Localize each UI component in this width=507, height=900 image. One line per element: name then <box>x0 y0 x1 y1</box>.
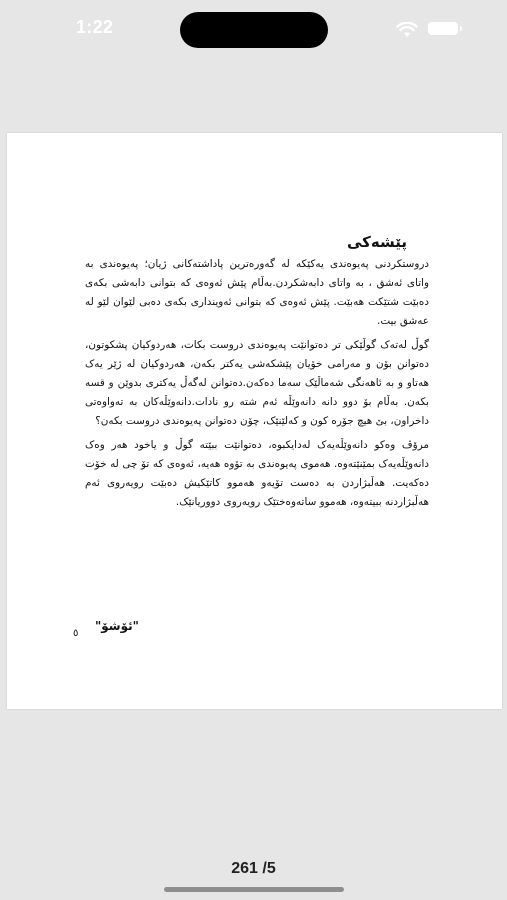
book-page[interactable] <box>7 133 502 709</box>
home-indicator[interactable] <box>164 887 344 892</box>
paragraph: دروستکردنی پەیوەندی یەکێکە لە گەورەترین پاداشتەکانی ژیان؛ پەیوەندی بە واتای ئەشق ، بە واتای دابەشکردن.بەڵام پێش ئەوەی کە بتوانی دابەشی بکەی دەبێت شتێکت هەبێت. پێش ئەوەی کە بتوانی ئەوینداری بکەی دەبی لێوان لێو لە عەشق بیت. <box>85 258 429 327</box>
page-counter[interactable]: 261 /5 <box>231 860 276 877</box>
paragraph: گوڵ لەتەک گوڵێکی تر دەتوانێت پەیوەندی دروست بکات، هەردوکیان پشکوتون، دەتوانن بۆن و مەرامی خۆیان پێشکەشی یەکتر بکەن، هەردوکیان لە ژێر یەک هەتاو و بە ئاهەنگی شەماڵێک سەما دەکەن.دەتوانن لەگەڵ یەکتری بدوێن و قسە بکەن. بەڵام بۆ دوو دانە دانەوێڵە ئەم شتە رو نادات.دانەوێڵەکان بە تەواوەتی داخراون، بێ هیچ جۆرە کون و کەلێنێک، چۆن دەتوانن پەیوەندی دروست بکەن؟ <box>85 339 429 427</box>
page-title: پێشەکی <box>346 233 407 251</box>
battery-icon <box>428 22 458 35</box>
page-number: ٥ <box>73 628 79 639</box>
status-bar <box>0 0 507 58</box>
page-content <box>85 233 429 517</box>
status-time: 1:22 <box>76 17 114 37</box>
wifi-icon <box>396 22 418 38</box>
author-signature: "ئۆشۆ" <box>95 619 139 633</box>
dynamic-island <box>180 12 328 48</box>
paragraph: مرۆڤ وەکو دانەوێڵەیەک لەدایکبوە، دەتوانێت ببێتە گوڵ و یاخود هەر وەک دانەوێڵەیەک بمێنێتەوە. هەموی پەیوەندی بە تۆوە هەیە، ئەوەی کە تۆ چی لە خۆت دەکەیت. هەڵبژاردن بە دەست تۆیەو هەموو کاتێکیش دەبێت رویەروی ئەم هەڵبژاردنە ببیتەوە، هەموو ساتەوەختێک رویەروی دووریانێک. <box>85 439 429 508</box>
